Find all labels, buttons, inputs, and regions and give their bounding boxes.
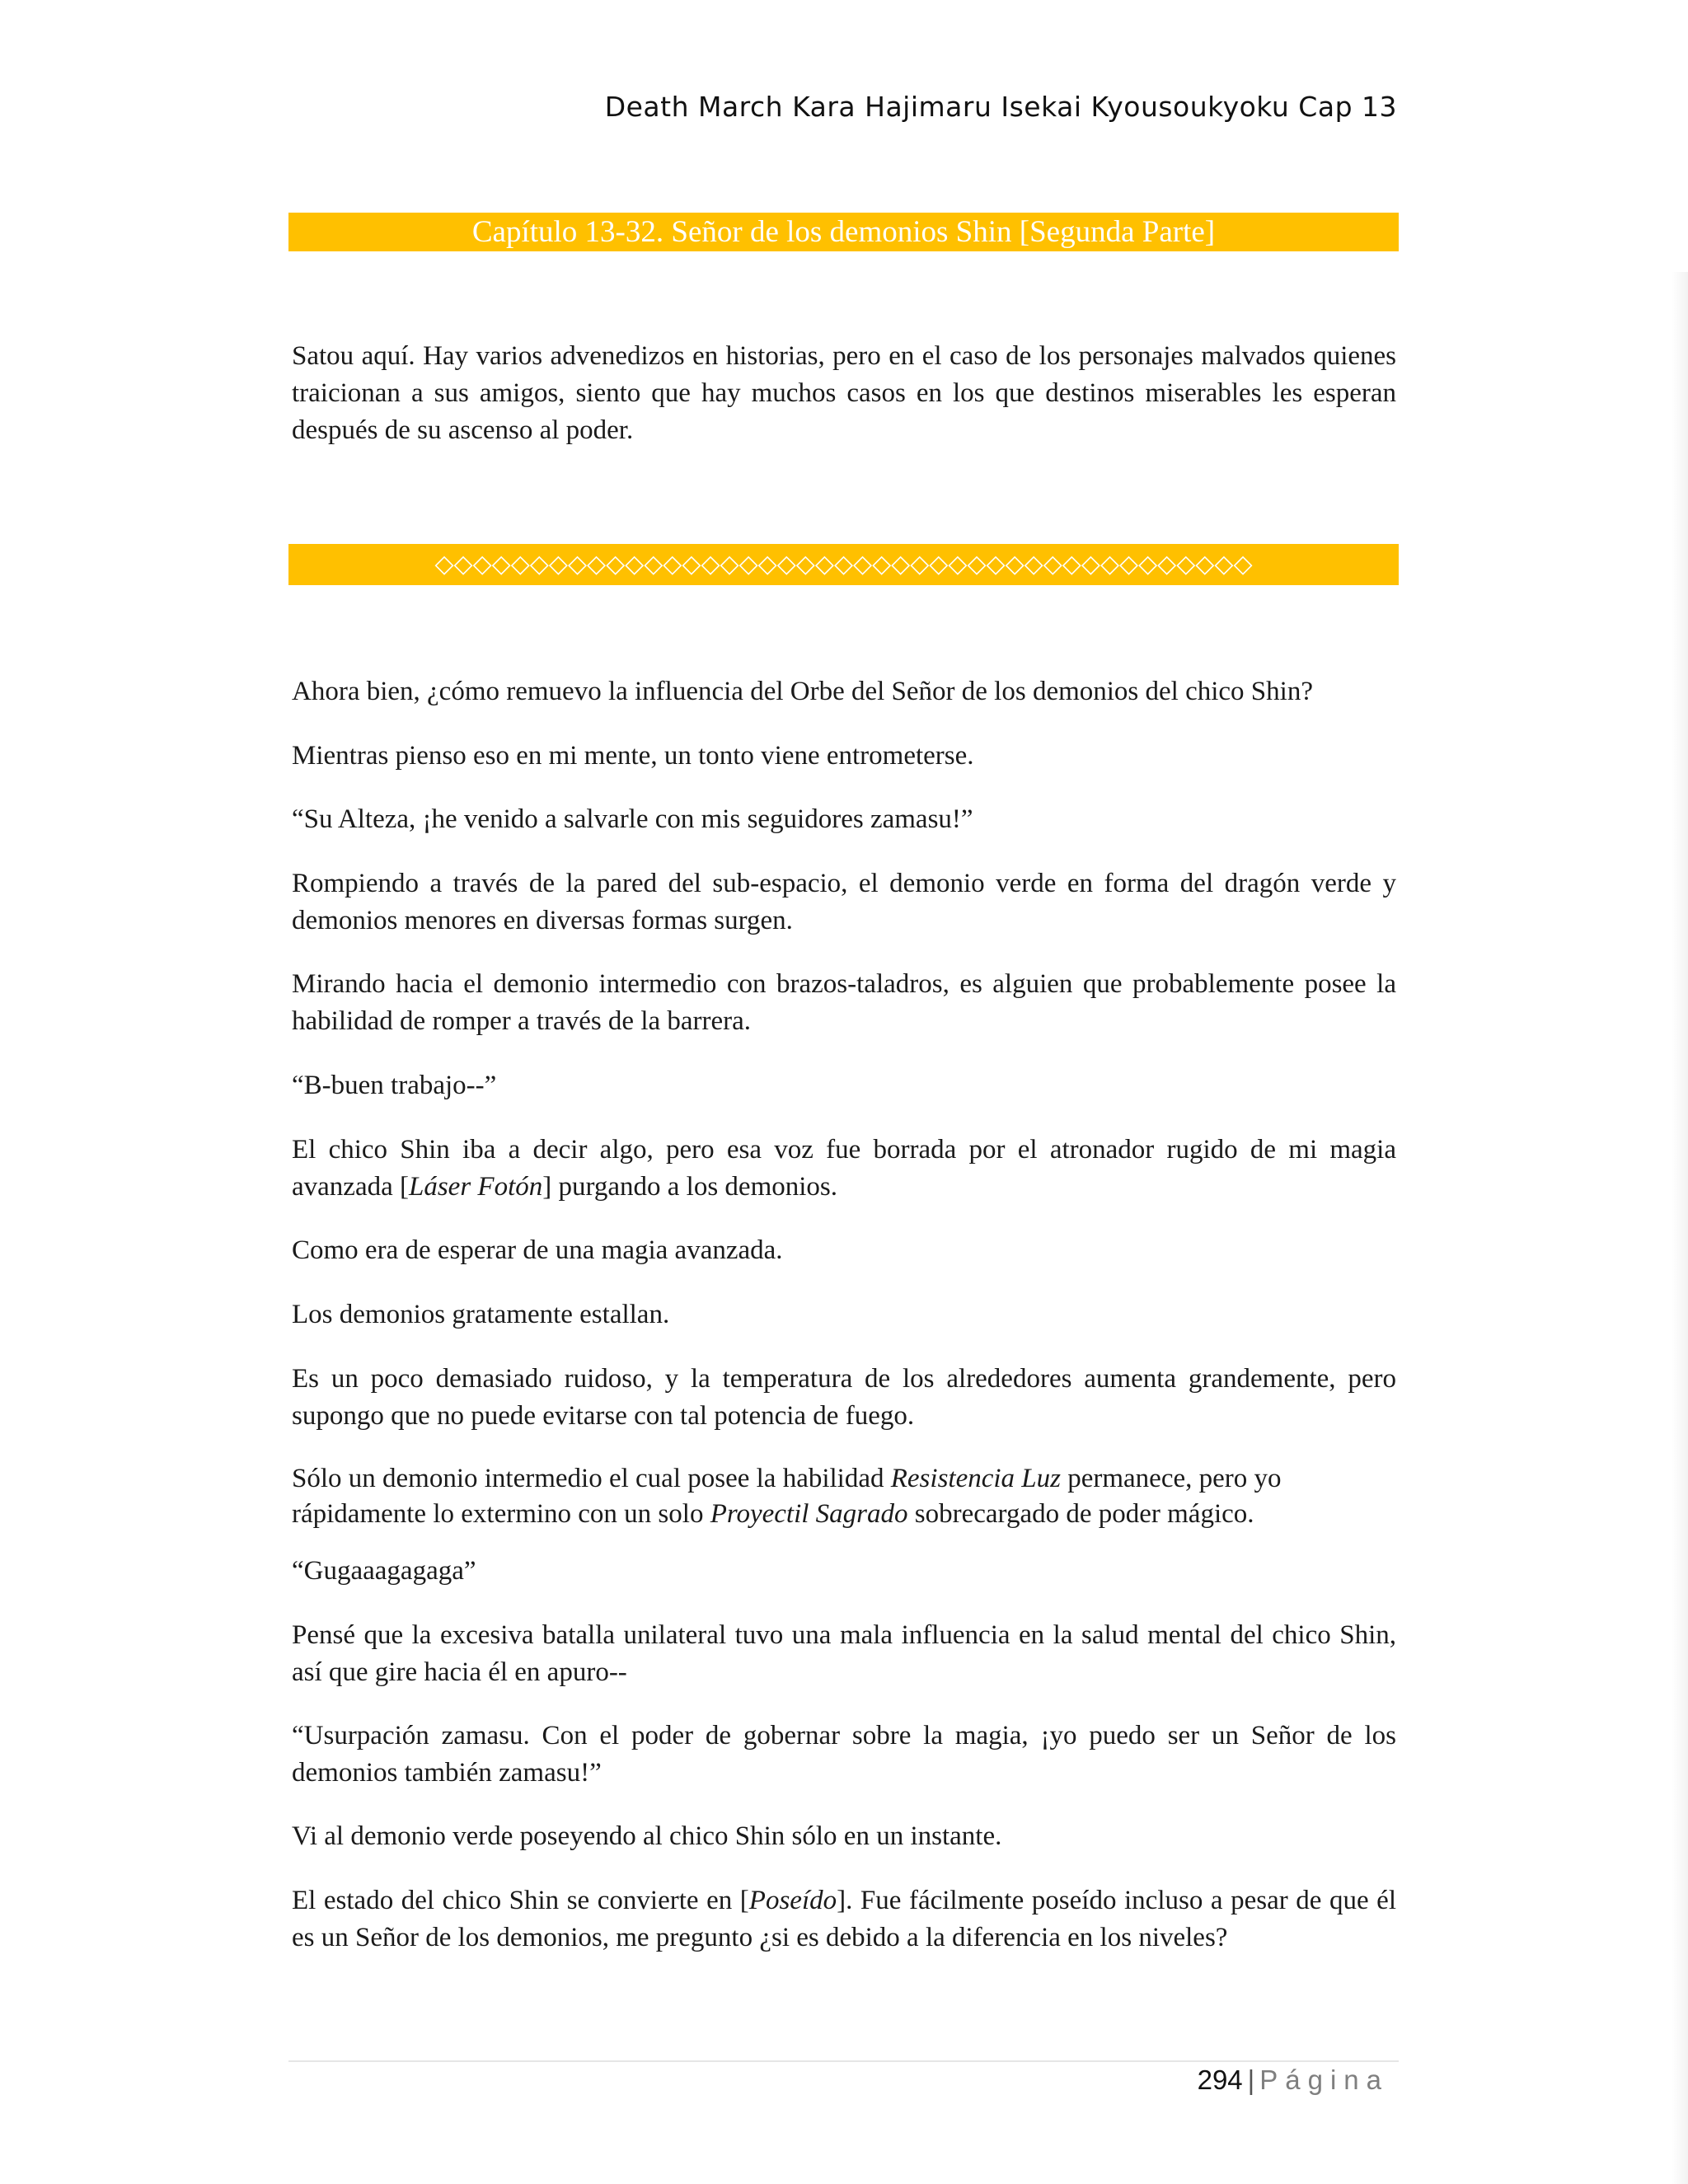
paragraph-4: Rompiendo a través de la pared del sub-espacio, el demonio verde en forma del dragón verde y demonios menores en diversas formas surgen. [292, 869, 1396, 935]
paragraph-15: Vi al demonio verde poseyendo al chico Shin sólo en un instante. [292, 1821, 1002, 1851]
chapter-title: Capítulo 13-32. Señor de los demonios Shin [Segunda Parte] [288, 213, 1399, 251]
paragraph-11-text-c: permanece, pero yo rápidamente lo extermino con un solo [292, 1464, 1282, 1529]
paragraph-11-text-a: Sólo un demonio intermedio el cual posee la habilidad [292, 1464, 891, 1493]
section-separator: ◇◇◇◇◇◇◇◇◇◇◇◇◇◇◇◇◇◇◇◇◇◇◇◇◇◇◇◇◇◇◇◇◇◇◇◇◇◇◇◇◇◇◇ [288, 544, 1399, 585]
paragraph-11-skill: Resistencia Luz [890, 1464, 1061, 1493]
footer-separator: | [1247, 2064, 1255, 2095]
paragraph-11-spell: Proyectil Sagrado [710, 1499, 908, 1529]
paragraph-16-text-c: ]. Fue fácilmente poseído incluso a pesar de que él es un Señor de los demonios, me pregunto ¿si es debido a la diferencia en los niveles? [292, 1886, 1397, 1952]
running-header: Death March Kara Hajimaru Isekai Kyousoukyoku Cap 13 [604, 91, 1397, 123]
paragraph-16-status: Poseído [748, 1886, 837, 1915]
paragraph-12: “Gugaaagagaga” [292, 1556, 476, 1586]
intro-paragraph: Satou aquí. Hay varios advenedizos en historias, pero en el caso de los personajes malvados quienes traicionan a sus amigos, siento que hay muchos casos en los que destinos miserables les esperan después de su ascenso al poder. [292, 341, 1396, 445]
page-number: 294 [1197, 2064, 1243, 2095]
paragraph-11-text-e: sobrecargado de poder mágico. [907, 1499, 1254, 1529]
paragraph-7 [292, 1132, 1396, 1206]
paragraph-5: Mirando hacia el demonio intermedio con brazos-taladros, es alguien que probablemente posee la habilidad de romper a través de la barrera. [292, 969, 1396, 1036]
paragraph-8: Como era de esperar de una magia avanzada. [292, 1235, 783, 1265]
paragraph-2: Mientras pienso eso en mi mente, un tonto viene entrometerse. [292, 741, 974, 771]
footer-rule [288, 2060, 1399, 2062]
page-label: Página [1259, 2064, 1389, 2095]
paragraph-7-spell: Láser Fotón [408, 1172, 543, 1202]
paragraph-10: Es un poco demasiado ruidoso, y la temperatura de los alrededores aumenta grandemente, pero supongo que no puede evitarse con tal potencia de fuego. [292, 1364, 1396, 1431]
paragraph-3: “Su Alteza, ¡he venido a salvarle con mis seguidores zamasu!” [292, 804, 973, 834]
paragraph-16 [292, 1882, 1396, 1957]
paragraph-6: “B-buen trabajo--” [292, 1071, 497, 1100]
paragraph-14: “Usurpación zamasu. Con el poder de gobernar sobre la magia, ¡yo puedo ser un Señor de los demonios también zamasu!” [292, 1721, 1396, 1788]
paragraph-9: Los demonios gratamente estallan. [292, 1300, 670, 1329]
paragraph-7-text-c: ] purgando a los demonios. [542, 1172, 838, 1202]
paragraph-1: Ahora bien, ¿cómo remuevo la influencia del Orbe del Señor de los demonios del chico Shin? [292, 677, 1313, 706]
paragraph-16-text-a: El estado del chico Shin se convierte en [ [292, 1886, 749, 1915]
paragraph-11 [292, 1461, 1396, 1532]
paragraph-7-text-a: El chico Shin iba a decir algo, pero esa voz fue borrada por el atronador rugido de mi magia avanzada [ [292, 1135, 1396, 1202]
page-edge-shadow [1672, 272, 1688, 2184]
paragraph-13: Pensé que la excesiva batalla unilateral tuvo una mala influencia en la salud mental del chico Shin, así que gire hacia él en apuro-- [292, 1620, 1396, 1687]
page-footer [288, 2064, 1389, 2096]
